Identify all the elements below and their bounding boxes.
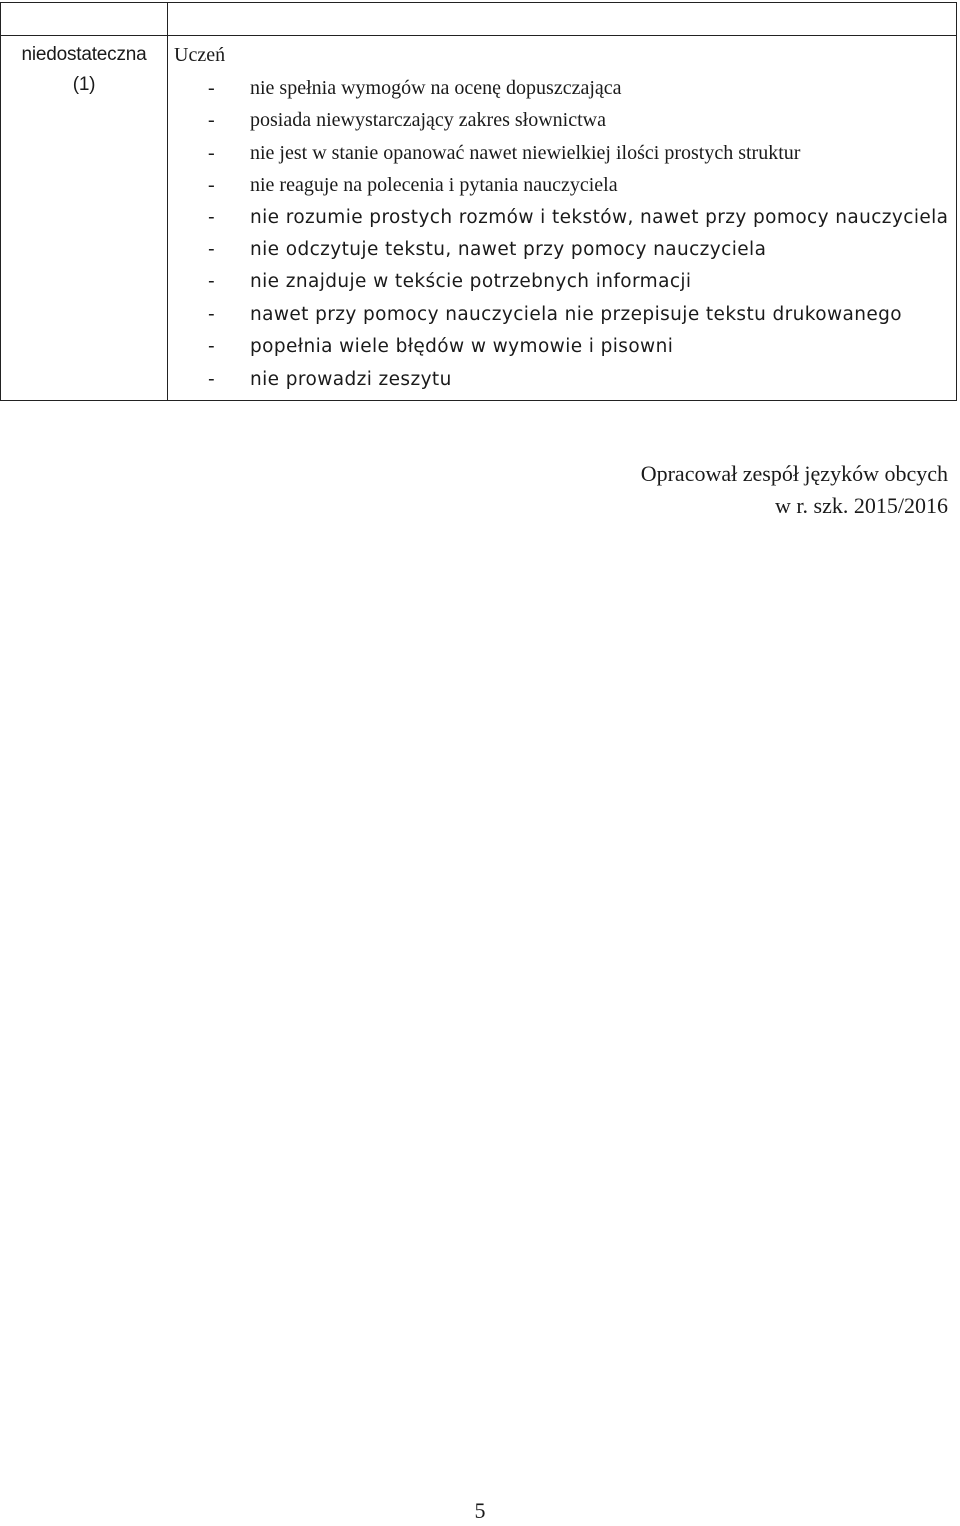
- grading-criteria-table: [0, 2, 957, 401]
- page-number: 5: [474, 1498, 486, 1523]
- grade-name: niedostateczna: [21, 44, 147, 65]
- school-year-line: w r. szk. 2015/2016: [775, 493, 948, 518]
- list-item-text: nie spełnia wymogów na ocenę dopuszczająca: [250, 77, 622, 99]
- list-bullet: -: [208, 206, 216, 228]
- list-item: [174, 169, 956, 201]
- list-item: [174, 72, 956, 104]
- list-bullet: -: [208, 271, 216, 293]
- list-item-text: nie odczytuje tekstu, nawet przy pomocy nauczyciela: [250, 239, 767, 261]
- requirements-list: [174, 72, 956, 396]
- author-credit-line: Opracował zespół języków obcych: [640, 461, 948, 486]
- list-item: [174, 266, 956, 298]
- list-bullet: -: [208, 141, 215, 164]
- list-bullet: -: [208, 368, 216, 390]
- list-bullet: -: [208, 174, 215, 197]
- author-credit: [641, 458, 948, 522]
- list-item: [174, 299, 956, 331]
- header-cell-left: [1, 3, 168, 36]
- list-bullet: -: [208, 77, 215, 99]
- description-cell: [168, 36, 957, 401]
- list-item: [174, 104, 956, 136]
- list-item: [174, 234, 956, 266]
- list-item: [174, 331, 956, 363]
- list-bullet: -: [208, 303, 216, 325]
- list-bullet: -: [208, 336, 216, 358]
- header-cell-right: [168, 3, 957, 36]
- table-row: [1, 36, 957, 401]
- list-item: [174, 202, 956, 234]
- list-item-text: nawet przy pomocy nauczyciela nie przepisuje tekstu drukowanego: [250, 303, 903, 325]
- list-item: [174, 137, 956, 169]
- list-item: [174, 364, 956, 396]
- list-item-text: popełnia wiele błędów w wymowie i pisowni: [250, 336, 674, 358]
- grade-cell: [1, 36, 168, 401]
- list-item-text: nie znajduje w tekście potrzebnych informacji: [250, 271, 692, 293]
- list-item-text: nie reaguje na polecenia i pytania nauczyciela: [250, 174, 618, 197]
- table-header-row: [1, 3, 957, 36]
- list-bullet: -: [208, 239, 216, 261]
- list-bullet: -: [208, 109, 215, 132]
- list-item-text: nie jest w stanie opanować nawet niewielkiej ilości prostych struktur: [250, 141, 801, 164]
- list-item-text: nie rozumie prostych rozmów i tekstów, nawet przy pomocy nauczyciela: [250, 206, 949, 228]
- description-intro: Uczeń: [174, 44, 226, 66]
- list-item-text: nie prowadzi zeszytu: [250, 368, 452, 390]
- grade-value: (1): [72, 74, 96, 95]
- list-item-text: posiada niewystarczający zakres słownictwa: [250, 109, 606, 132]
